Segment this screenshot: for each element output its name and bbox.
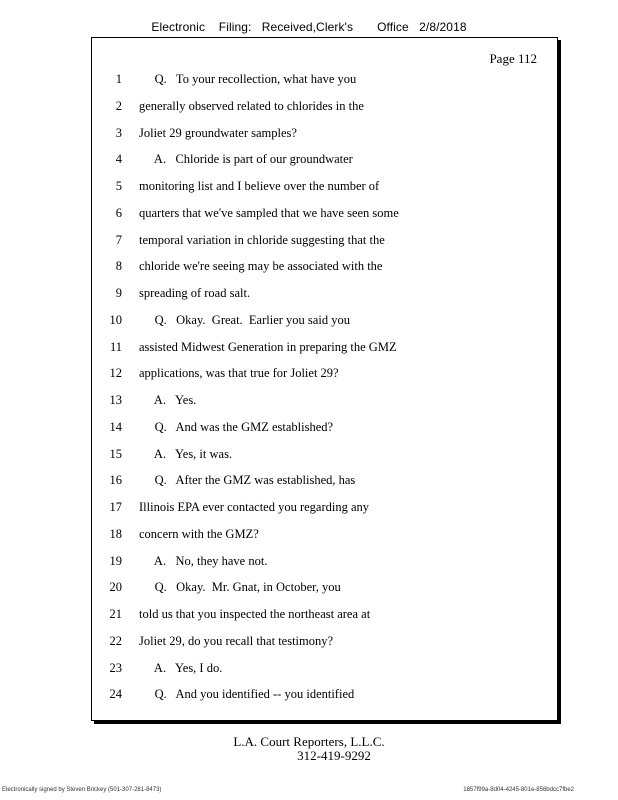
- line-text: temporal variation in chloride suggesting that the: [139, 232, 385, 247]
- document-hash: 1857f99a-8d04-4245-801e-856bdcc7fbe2: [463, 787, 574, 793]
- line-number: 18: [109, 526, 122, 541]
- court-reporter-name: L.A. Court Reporters, L.L.C.: [233, 734, 385, 749]
- transcript-line: [92, 284, 552, 302]
- transcript-line: [92, 498, 552, 516]
- line-number: 22: [109, 633, 122, 648]
- electronic-signature: Electronically signed by Steven Brickey (501-307-281-8473): [2, 787, 162, 793]
- line-number: 15: [109, 446, 122, 461]
- transcript-line: [92, 552, 552, 570]
- line-text: Q. Okay. Mr. Gnat, in October, you: [139, 580, 341, 595]
- transcript-line: [92, 391, 552, 409]
- line-text: monitoring list and I believe over the number of: [139, 179, 380, 193]
- line-number: 1: [115, 72, 122, 86]
- line-text: spreading of road salt.: [139, 286, 251, 300]
- line-text: A. Yes, I do.: [139, 660, 223, 675]
- line-number: 20: [109, 580, 122, 595]
- transcript-line: [92, 338, 552, 356]
- transcript-line: [92, 150, 552, 168]
- line-text: Q. And was the GMZ established?: [139, 419, 334, 434]
- line-text: assisted Midwest Generation in preparing the GMZ: [139, 339, 397, 354]
- transcript-line: [92, 257, 552, 275]
- line-text: Joliet 29, do you recall that testimony?: [139, 633, 334, 648]
- transcript-line: [92, 418, 552, 436]
- line-number: 13: [109, 393, 122, 407]
- transcript-line: [92, 471, 552, 489]
- transcript-line: [92, 632, 552, 650]
- line-number: 6: [115, 205, 122, 220]
- transcript-line: [92, 231, 552, 249]
- line-text: Joliet 29 groundwater samples?: [139, 125, 297, 140]
- line-text: told us that you inspected the northeast area at: [139, 607, 371, 621]
- line-number: 17: [109, 500, 122, 514]
- transcript-line: [92, 685, 552, 703]
- line-number: 9: [115, 286, 122, 300]
- line-number: 4: [115, 152, 122, 167]
- line-number: 21: [109, 607, 122, 621]
- line-text: Q. To your recollection, what have you: [139, 72, 357, 86]
- line-text: A. No, they have not.: [139, 553, 268, 568]
- line-text: Q. After the GMZ was established, has: [139, 473, 356, 488]
- transcript-line: [92, 70, 552, 88]
- line-number: 2: [115, 98, 122, 113]
- line-text: applications, was that true for Joliet 29?: [139, 366, 339, 381]
- line-text: chloride we're seeing may be associated with the: [139, 259, 383, 274]
- transcript-line: [92, 578, 552, 596]
- line-number: 8: [115, 259, 122, 274]
- line-text: A. Chloride is part of our groundwater: [139, 152, 353, 167]
- line-number: 12: [109, 366, 122, 381]
- line-number: 14: [109, 419, 122, 434]
- line-number: 19: [109, 553, 122, 568]
- line-text: generally observed related to chlorides in the: [139, 98, 364, 113]
- line-text: quarters that we've sampled that we have seen some: [139, 205, 399, 220]
- line-number: 10: [109, 312, 122, 327]
- transcript-line: [92, 311, 552, 329]
- transcript-page: [91, 37, 558, 721]
- line-number: 24: [109, 687, 122, 702]
- transcript-line: [92, 124, 552, 142]
- transcript-line: [92, 659, 552, 677]
- transcript-line: [92, 605, 552, 623]
- transcript-line: [92, 525, 552, 543]
- line-number: 7: [115, 232, 122, 247]
- line-number: 11: [109, 339, 122, 354]
- court-reporter-phone: 312-419-9292: [297, 748, 371, 763]
- transcript-line: [92, 177, 552, 195]
- line-number: 3: [115, 125, 122, 140]
- transcript-line: [92, 97, 552, 115]
- page-footer: [0, 735, 618, 763]
- line-text: A. Yes.: [139, 393, 197, 407]
- line-text: concern with the GMZ?: [139, 526, 259, 541]
- page-number: Page 112: [489, 51, 537, 66]
- transcript-line: [92, 204, 552, 222]
- transcript-line: [92, 364, 552, 382]
- transcript-line: [92, 445, 552, 463]
- line-text: Q. And you identified -- you identified: [139, 687, 355, 702]
- line-number: 23: [109, 660, 122, 675]
- line-number: 5: [115, 179, 122, 193]
- line-number: 16: [109, 473, 122, 488]
- filing-stamp: Electronic Filing: Received,Clerk's Office 2/8/2018: [151, 20, 467, 34]
- line-text: Q. Okay. Great. Earlier you said you: [139, 312, 350, 327]
- line-text: Illinois EPA ever contacted you regarding any: [139, 500, 370, 514]
- line-text: A. Yes, it was.: [139, 446, 233, 461]
